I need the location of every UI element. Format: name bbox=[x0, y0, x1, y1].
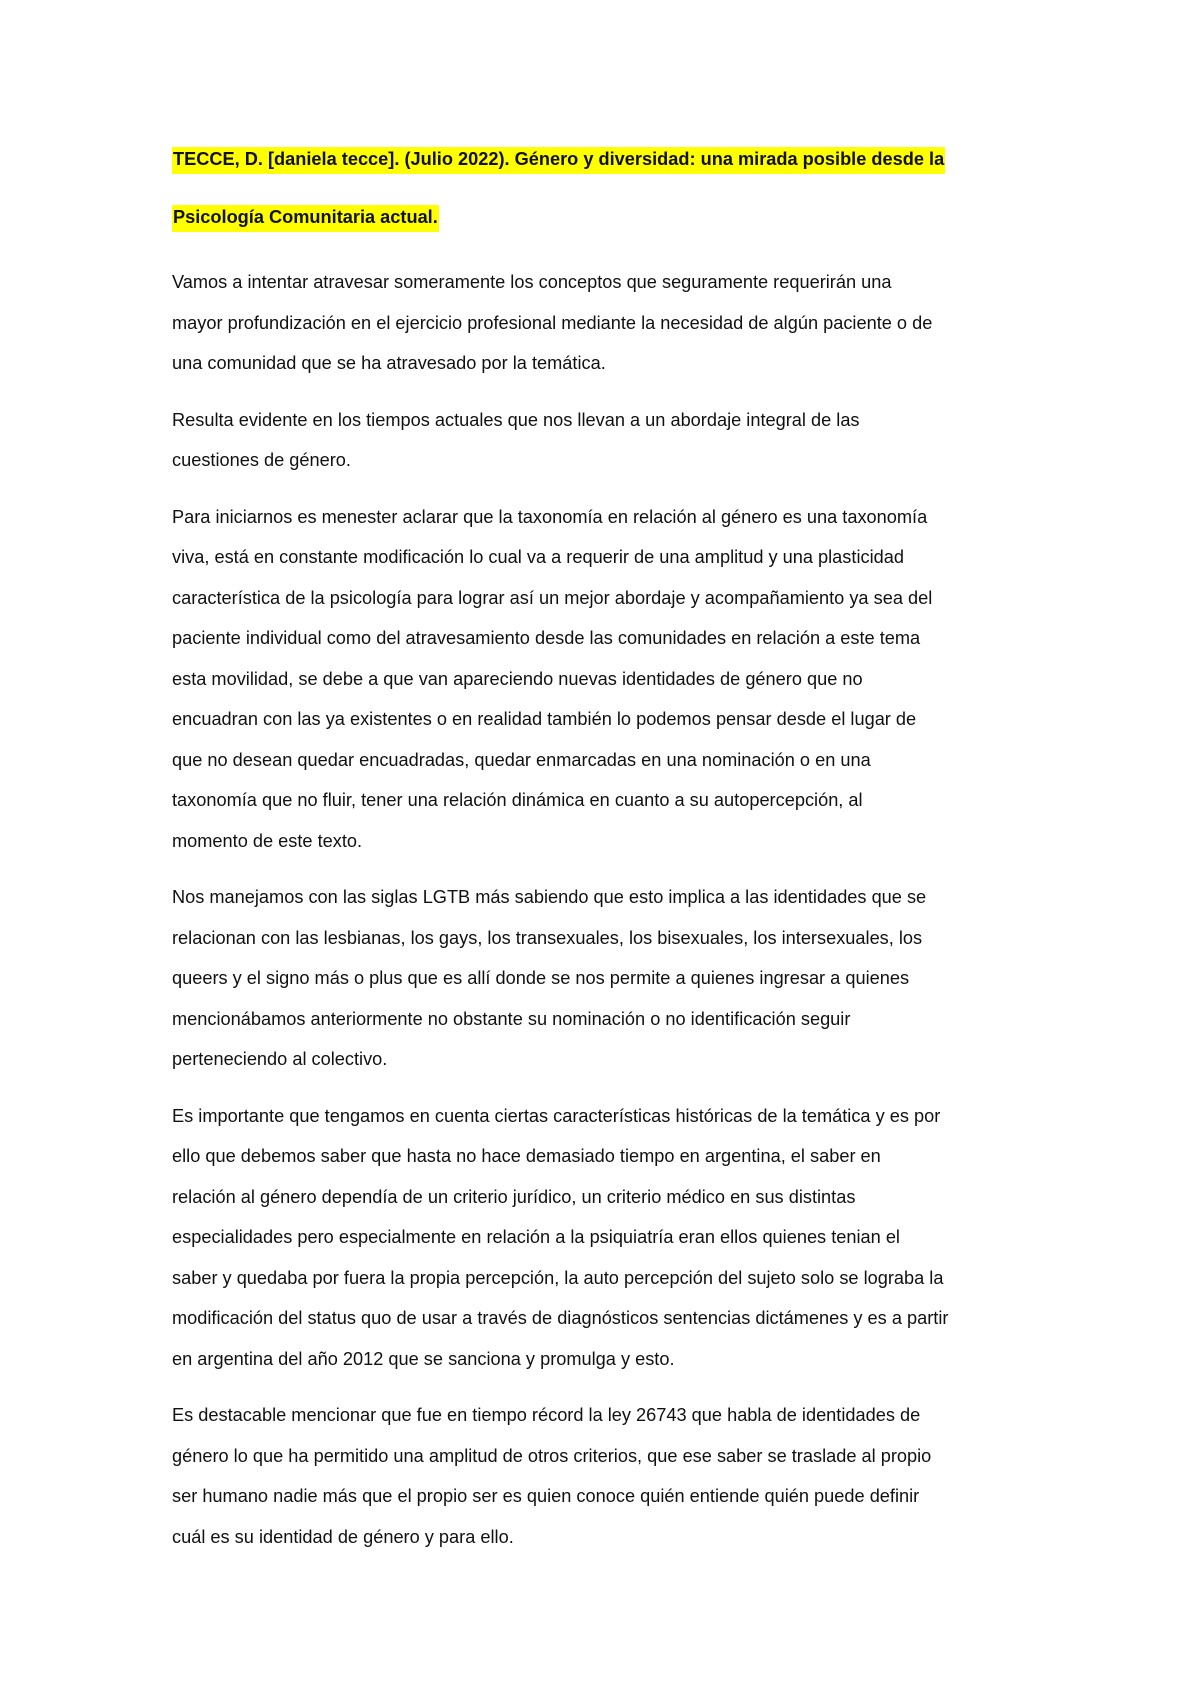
paragraph bbox=[172, 497, 1042, 862]
text-line: una comunidad que se ha atravesado por la temática. bbox=[172, 353, 606, 373]
title-line bbox=[172, 144, 1042, 184]
text-line: esta movilidad, se debe a que van apareciendo nuevas identidades de género que no bbox=[172, 668, 863, 689]
highlighted-title-text: Psicología Comunitaria actual. bbox=[172, 205, 439, 232]
text-line: mencionábamos anteriormente no obstante su nominación o no identificación seguir bbox=[172, 1008, 851, 1029]
text-line: relación al género dependía de un criterio jurídico, un criterio médico en sus distintas bbox=[172, 1186, 856, 1207]
text-line: que no desean quedar encuadradas, quedar enmarcadas en una nominación o en una bbox=[172, 749, 871, 770]
text-line: característica de la psicología para lograr así un mejor abordaje y acompañamiento ya sea del bbox=[172, 587, 933, 608]
paragraph bbox=[172, 1096, 1042, 1380]
paragraph bbox=[172, 400, 1042, 481]
highlighted-title-text: TECCE, D. [daniela tecce]. (Julio 2022). Género y diversidad: una mirada posible desde la bbox=[172, 147, 945, 174]
title-line bbox=[172, 202, 1042, 242]
paragraph bbox=[172, 262, 1042, 384]
text-line: modificación del status quo de usar a través de diagnósticos sentencias dictámenes y es a partir bbox=[172, 1308, 949, 1328]
text-line: momento de este texto. bbox=[172, 830, 363, 851]
text-line: paciente individual como del atravesamiento desde las comunidades en relación a este tema bbox=[172, 628, 921, 648]
text-line: ser humano nadie más que el propio ser es quien conoce quién entiende quién puede definir bbox=[172, 1486, 920, 1506]
text-line: queers y el signo más o plus que es allí donde se nos permite a quienes ingresar a quienes bbox=[172, 968, 910, 988]
paragraph bbox=[172, 877, 1042, 1080]
text-line: relacionan con las lesbianas, los gays, los transexuales, los bisexuales, los intersexuales, los bbox=[172, 927, 923, 948]
text-line: en argentina del año 2012 que se sanciona y promulga y esto. bbox=[172, 1348, 675, 1369]
text-line: Resulta evidente en los tiempos actuales que nos llevan a un abordaje integral de las bbox=[172, 409, 860, 430]
text-line: cuestiones de género. bbox=[172, 450, 351, 470]
text-line: taxonomía que no fluir, tener una relación dinámica en cuanto a su autopercepción, al bbox=[172, 790, 863, 810]
paragraph bbox=[172, 1395, 1042, 1557]
text-line: Nos manejamos con las siglas LGTB más sabiendo que esto implica a las identidades que se bbox=[172, 887, 927, 907]
text-line: ello que debemos saber que hasta no hace demasiado tiempo en argentina, el saber en bbox=[172, 1146, 881, 1166]
text-line: saber y quedaba por fuera la propia percepción, la auto percepción del sujeto solo se lograba la bbox=[172, 1267, 944, 1288]
text-line: Para iniciarnos es menester aclarar que la taxonomía en relación al género es una taxonomía bbox=[172, 506, 928, 527]
text-line: encuadran con las ya existentes o en realidad también lo podemos pensar desde el lugar de bbox=[172, 709, 917, 729]
text-line: mayor profundización en el ejercicio profesional mediante la necesidad de algún paciente o de bbox=[172, 312, 933, 333]
document-body bbox=[172, 144, 1042, 1573]
text-line: viva, está en constante modificación lo cual va a requerir de una amplitud y una plasticidad bbox=[172, 547, 904, 567]
text-line: perteneciendo al colectivo. bbox=[172, 1049, 388, 1069]
text-line: Es destacable mencionar que fue en tiempo récord la ley 26743 que habla de identidades de bbox=[172, 1405, 921, 1425]
document-title bbox=[172, 144, 1042, 242]
text-line: Vamos a intentar atravesar someramente los conceptos que seguramente requerirán una bbox=[172, 272, 892, 292]
text-line: especialidades pero especialmente en relación a la psiquiatría eran ellos quienes tenian el bbox=[172, 1227, 900, 1247]
text-line: Es importante que tengamos en cuenta ciertas características históricas de la temática y es por bbox=[172, 1105, 941, 1126]
text-line: género lo que ha permitido una amplitud de otros criterios, que ese saber se traslade al propio bbox=[172, 1445, 932, 1466]
text-line: cuál es su identidad de género y para ello. bbox=[172, 1526, 514, 1547]
